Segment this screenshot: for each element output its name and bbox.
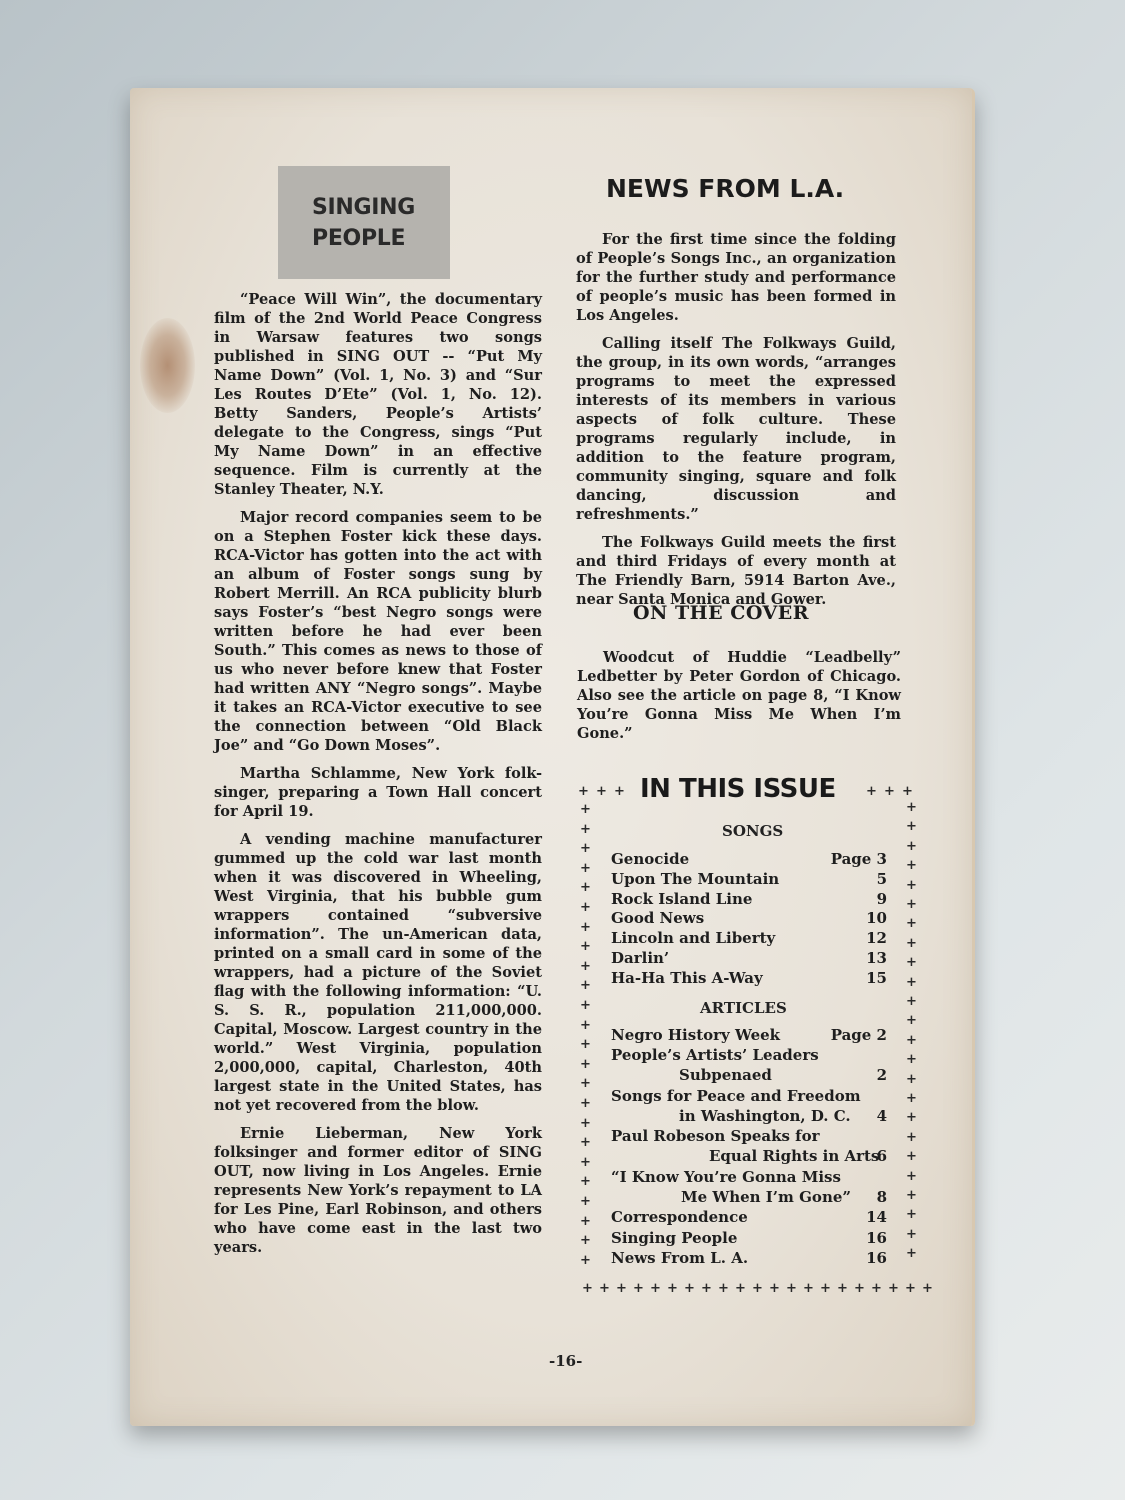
paragraph: For the first time since the folding of People’s Songs Inc., an organization for the further study and performance of people’s music has been formed in Los Angeles. [576, 231, 896, 324]
plus-ornament: + [905, 1281, 916, 1296]
plus-ornament: + [596, 784, 607, 799]
toc-entry-page: 13 [866, 949, 887, 967]
plus-ornament: + [922, 1281, 933, 1296]
toc-entry-title-cont: Equal Rights in Arts [709, 1147, 880, 1166]
toc-entry-page: 6 [876, 1147, 887, 1166]
plus-ornament: + [906, 838, 917, 854]
paragraph: “Peace Will Win”, the documentary film of the 2nd World Peace Congress in Warsaw features two songs published in SING OUT -- “Put My Name Down” (Vol. 1, No. 3) and “Sur Les Routes D’Ete” (Vol. 1, No. 12). Betty Sanders, People’s Artists’ delegate to the Congress, sings “Put My Name Down” in an effective sequence. Film is currently at the Stanley Theater, N.Y. [214, 291, 542, 498]
news-la-column [576, 230, 896, 618]
plus-ornament: + [633, 1281, 644, 1296]
toc-entry-title: News From L. A. [611, 1248, 749, 1267]
plus-ornament: + [580, 958, 591, 974]
toc-entry-page: 15 [866, 968, 887, 987]
toc-entry-title: Ha-Ha This A-Way [611, 968, 763, 987]
plus-ornament: + [884, 784, 895, 799]
paragraph: Calling itself The Folkways Guild, the group, in its own words, “arranges programs to meet the expressed interests of its members in various aspects of folk culture. These programs regularly include, in addition to the feature program, community singing, square and folk dancing, discussion and refreshments.” [576, 335, 896, 523]
on-the-cover-column [577, 648, 901, 752]
plus-ornament: + [580, 1154, 591, 1170]
plus-ornament: + [580, 1213, 591, 1229]
singing-people-title [312, 192, 452, 254]
plus-ornament: + [906, 1246, 917, 1262]
plus-ornament: + [906, 1188, 917, 1203]
toc-entry-title: Songs for Peace and Freedom [611, 1086, 861, 1105]
toc-entry-page: 10 [866, 909, 887, 928]
plus-ornament: + [906, 1032, 917, 1048]
plus-ornament: + [906, 916, 917, 932]
plus-ornament: + [599, 1281, 610, 1296]
on-the-cover-heading: ON THE COVER [633, 602, 810, 624]
articles-heading: ARTICLES [700, 999, 787, 1017]
toc-entry-title: Singing People [611, 1228, 738, 1247]
plus-ornament: + [906, 897, 917, 912]
plus-ornament: + [580, 860, 591, 876]
plus-ornament: + [906, 877, 917, 893]
plus-ornament: + [580, 821, 591, 837]
toc-entry-page: 16 [866, 1248, 887, 1267]
plus-ornament: + [580, 880, 591, 896]
plus-ornament: + [580, 1233, 591, 1249]
plus-ornament: + [906, 1168, 917, 1184]
plus-ornament: + [906, 1226, 917, 1242]
plus-ornament: + [906, 1129, 917, 1145]
magazine-page [130, 88, 975, 1426]
toc-entry-page: 8 [876, 1187, 887, 1206]
toc-entry-title: Correspondence [611, 1208, 748, 1227]
plus-ornament: + [906, 935, 917, 951]
plus-ornament: + [580, 1252, 591, 1268]
toc-entry-page: 14 [866, 1208, 887, 1227]
plus-ornament: + [580, 998, 591, 1013]
plus-ornament: + [582, 1281, 593, 1296]
toc-entry-title-cont: in Washington, D. C. [679, 1106, 851, 1125]
toc-entry-title: Darlin’ [611, 949, 670, 967]
toc-entry-title: Negro History Week [611, 1026, 781, 1044]
toc-entry-title: Lincoln and Liberty [611, 929, 776, 948]
plus-ornament: + [906, 1207, 917, 1223]
plus-ornament: + [906, 1013, 917, 1029]
plus-ornament: + [580, 919, 591, 935]
plus-ornament: + [906, 1149, 917, 1165]
toc-entry-title: “I Know You’re Gonna Miss [611, 1167, 841, 1186]
paragraph: The Folkways Guild meets the first and third Fridays of every month at The Friendly Barn, 5914 Barton Ave., near Santa Monica and Gower. [576, 534, 896, 608]
plus-ornament: + [614, 784, 625, 799]
page-stain [140, 318, 195, 413]
toc-entry-page: 16 [866, 1228, 887, 1247]
plus-ornament: + [580, 978, 591, 994]
toc-entry-page: Page 2 [830, 1026, 887, 1044]
plus-ornament: + [906, 1052, 917, 1068]
plus-ornament: + [684, 1281, 695, 1296]
plus-ornament: + [580, 1194, 591, 1209]
plus-ornament: + [580, 1115, 591, 1131]
plus-ornament: + [906, 858, 917, 874]
singing-people-title-line2: PEOPLE [312, 226, 406, 251]
plus-ornament: + [580, 1174, 591, 1190]
plus-ornament: + [906, 1110, 917, 1126]
toc-entry-page: 12 [866, 929, 887, 948]
paragraph: Woodcut of Huddie “Leadbelly” Ledbetter by Peter Gordon of Chicago. Also see the article on page 8, “I Know You’re Gonna Miss Me When I’m Gone.” [577, 649, 901, 742]
plus-ornament: + [769, 1281, 780, 1296]
plus-ornament: + [906, 800, 917, 815]
plus-ornament: + [752, 1281, 763, 1296]
plus-ornament: + [580, 841, 591, 857]
plus-ornament: + [580, 1037, 591, 1053]
toc-entry-page: 9 [876, 889, 887, 908]
in-this-issue-heading: IN THIS ISSUE [640, 774, 836, 804]
plus-ornament: + [906, 1091, 917, 1106]
plus-ornament: + [906, 1071, 917, 1087]
plus-ornament: + [667, 1281, 678, 1296]
toc-entry-page: 4 [876, 1106, 887, 1125]
plus-ornament: + [580, 1076, 591, 1092]
toc-entry-page: Page 3 [830, 850, 887, 868]
paragraph: Ernie Lieberman, New York folksinger and former editor of SING OUT, now living in Los Angeles. Ernie represents New York’s repayment to LA for Les Pine, Earl Robinson, and others who have come east in the last two years. [214, 1125, 542, 1256]
plus-ornament: + [580, 939, 591, 955]
plus-ornament: + [820, 1281, 831, 1296]
plus-ornament: + [578, 784, 589, 799]
singing-people-column [214, 290, 542, 1266]
toc-entry-title: Upon The Mountain [611, 869, 780, 888]
songs-heading: SONGS [722, 822, 784, 840]
news-la-heading: NEWS FROM L.A. [606, 174, 845, 203]
plus-ornament: + [718, 1281, 729, 1296]
toc-entry-title-cont: Me When I’m Gone” [681, 1187, 852, 1206]
paragraph: Major record companies seem to be on a Stephen Foster kick these days. RCA-Victor has gotten into the act with an album of Foster songs sung by Robert Merrill. An RCA publicity blurb says Foster’s “best Negro songs were written before he had ever been South.” This comes as news to those of us who never before knew that Foster had written ANY “Negro songs”. Maybe it takes an RCA-Victor executive to see the connection between “Old Black Joe” and “Go Down Moses”. [214, 509, 542, 754]
singing-people-title-line1: SINGING [312, 195, 416, 220]
toc-entry-title: Rock Island Line [611, 889, 753, 908]
plus-ornament: + [580, 802, 591, 817]
toc-entry-title-cont: Subpenaed [679, 1066, 772, 1085]
plus-ornament: + [906, 974, 917, 990]
plus-ornament: + [837, 1281, 848, 1296]
plus-ornament: + [888, 1281, 899, 1296]
toc-entry-page: 5 [876, 869, 887, 888]
page-number: -16- [549, 1352, 583, 1370]
toc-entry-page: 2 [876, 1066, 887, 1085]
plus-ornament: + [580, 1135, 591, 1151]
plus-ornament: + [580, 900, 591, 915]
plus-ornament: + [902, 784, 913, 799]
plus-ornament: + [735, 1281, 746, 1296]
plus-ornament: + [906, 994, 917, 1009]
plus-ornament: + [866, 784, 877, 799]
plus-ornament: + [871, 1281, 882, 1296]
plus-ornament: + [580, 1017, 591, 1033]
toc-entry-title: Good News [611, 909, 705, 928]
plus-ornament: + [906, 819, 917, 835]
toc-entry-title: Paul Robeson Speaks for [611, 1127, 820, 1146]
plus-ornament: + [580, 1096, 591, 1111]
paragraph: Martha Schlamme, New York folk-singer, preparing a Town Hall concert for April 19. [214, 765, 542, 820]
plus-ornament: + [580, 1056, 591, 1072]
toc-entry-title: Genocide [611, 850, 690, 868]
plus-ornament: + [786, 1281, 797, 1296]
plus-ornament: + [616, 1281, 627, 1296]
toc-entry-title: People’s Artists’ Leaders [611, 1046, 819, 1065]
plus-ornament: + [701, 1281, 712, 1296]
plus-ornament: + [650, 1281, 661, 1296]
paragraph: A vending machine manufacturer gummed up the cold war last month when it was discovered in Wheeling, West Virginia, that his bubble gum wrappers contained “subversive information”. The un-American data, printed on a small card in some of the wrappers, had a picture of the Soviet flag with the following information: “U. S. S. R., population 211,000,000. Capital, Moscow. Largest country in the world.” West Virginia, population 2,000,000, capital, Charleston, 40th largest state in the United States, has not yet recovered from the blow. [214, 831, 542, 1114]
plus-ornament: + [906, 955, 917, 971]
plus-ornament: + [854, 1281, 865, 1296]
plus-ornament: + [803, 1281, 814, 1296]
